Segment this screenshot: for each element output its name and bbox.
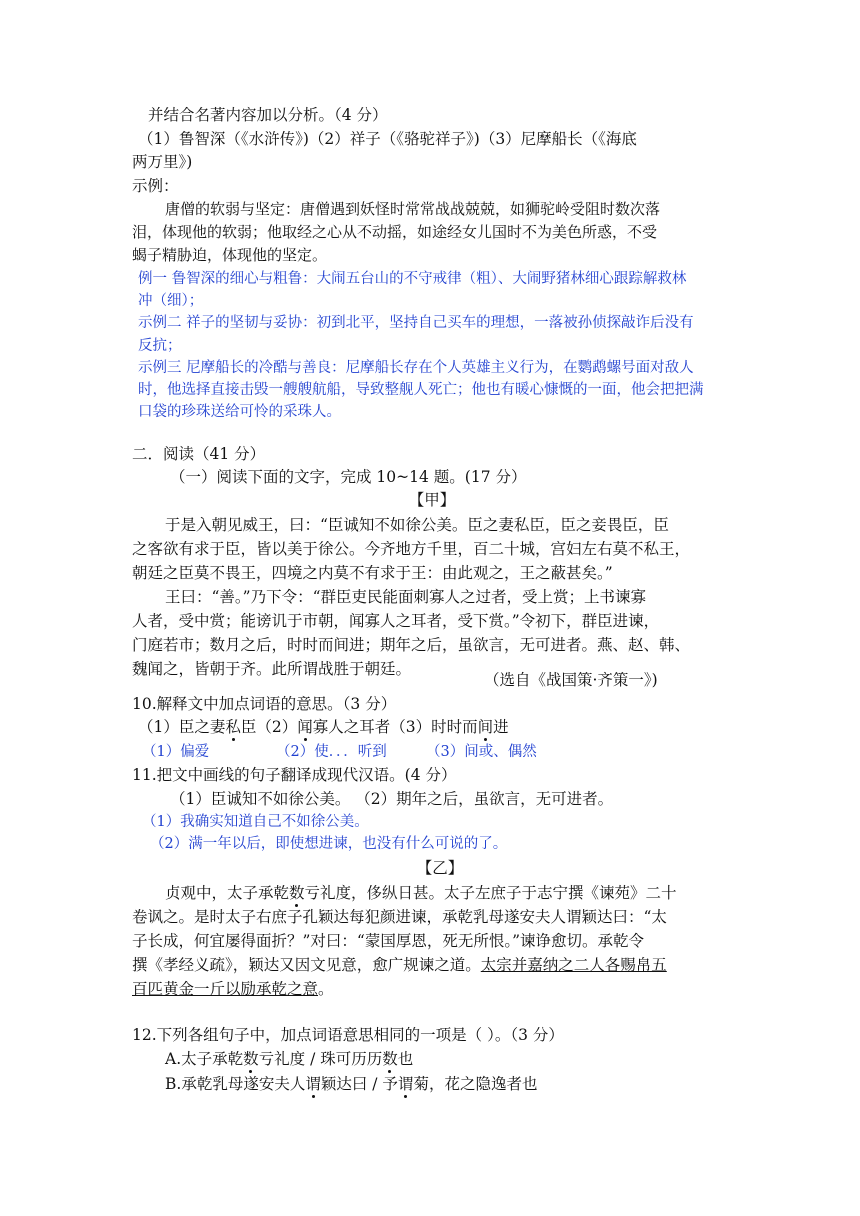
passage-jia-text: 之客欲有求于臣，皆以美于徐公。今齐地方千里，百二十城，宫妇左右莫不私王， bbox=[132, 540, 691, 558]
answer-10-3: （3）间或、偶然 bbox=[426, 744, 537, 760]
question-11: 11.把文中画线的句子翻译成现代汉语。(4 分） bbox=[132, 766, 457, 784]
passage-yi-text: 贞观中，太子承乾数亏礼度，侈纵日甚。太子左庶子于志宁撰《谏苑》二十 bbox=[165, 884, 677, 902]
example-text: 唐僧的软弱与坚定：唐僧遇到妖怪时常常战战兢兢，如狮驼岭受阻时数次落 bbox=[165, 200, 661, 218]
answer-example-2: 反抗； bbox=[138, 338, 182, 354]
passage-jia-text: 人者，受中赏；能谤讥于市朝，闻寡人之耳者，受下赏。”令初下，群臣进谏， bbox=[132, 612, 660, 630]
passage-yi-text: 百匹黄金一斤以励承乾之意。 bbox=[132, 980, 334, 998]
passage-jia-text: 王曰：“善。”乃下令：“群臣吏民能面刺寡人之过者，受上赏；上书谏寡 bbox=[165, 588, 647, 606]
passage-jia-text: 朝廷之臣莫不畏王，四境之内莫不有求于王：由此观之，王之蔽甚矣。” bbox=[132, 564, 613, 582]
answer-11-1: （1）我确实知道自己不如徐公美。 bbox=[142, 814, 369, 830]
question-12-option-a: A.太子承乾数亏礼度 / 珠可历历数也 bbox=[165, 1050, 414, 1068]
answer-example-3: 示例三 尼摩船长的冷酷与善良：尼摩船长存在个人英雄主义行为，在鹦鹉螺号面对敌人 bbox=[138, 360, 694, 376]
question-12-option-b: B.承乾乳母遂安夫人谓颖达曰 / 予谓菊，花之隐逸者也 bbox=[165, 1075, 538, 1093]
passage-title-jia: 【甲】 bbox=[408, 491, 456, 509]
answer-example-1: 例一 鲁智深的细心与粗鲁：大闹五台山的不守戒律（粗）、大闹野猪林细心跟踪解救林 bbox=[138, 271, 687, 287]
passage-jia-text: 魏闻之，皆朝于齐。此所谓战胜于朝廷。 bbox=[132, 660, 412, 678]
section-subheading: （一）阅读下面的文字，完成 10~14 题。(17 分） bbox=[170, 468, 527, 486]
question-12: 12.下列各组句子中，加点词语意思相同的一项是（ ）。（3 分） bbox=[132, 1026, 564, 1044]
answer-11-2: （2）满一年以后，即使想进谏，也没有什么可说的了。 bbox=[150, 836, 508, 852]
section-heading: 二．阅读（41 分） bbox=[132, 445, 266, 463]
passage-jia-text: 于是入朝见威王，曰：“臣诚知不如徐公美。臣之妻私臣，臣之妾畏臣，臣 bbox=[165, 516, 669, 534]
example-text: 泪，体现他的软弱；他取经之心从不动摇，如途经女儿国时不为美色所惑，不受 bbox=[132, 223, 658, 241]
passage-jia-text: 门庭若市；数月之后，时时而间进；期年之后，虽欲言，无可进者。燕、赵、韩、 bbox=[132, 636, 691, 654]
passage-yi-text: 撰《孝经义疏》，颖达又因文见意，愈广规谏之道。太宗并嘉纳之二人各赐帛五 bbox=[132, 956, 667, 974]
question-10: 10.解释文中加点词语的意思。（3 分） bbox=[132, 695, 397, 713]
question-11-items: （1）臣诚知不如徐公美。 （2）期年之后，虽欲言，无可进者。 bbox=[170, 790, 614, 808]
answer-10-1: （1）偏爱 bbox=[142, 744, 210, 760]
character-list: （1）鲁智深（《水浒传》)（2）祥子（《骆驼祥子》)（3）尼摩船长（《海底 bbox=[138, 130, 637, 148]
passage-source: （选自《战国策·齐策一》) bbox=[484, 671, 658, 689]
character-list-cont: 两万里》) bbox=[132, 153, 193, 171]
question-10-items: （1）臣之妻私臣（2）闻寡人之耳者（3）时时而间进 bbox=[138, 718, 509, 736]
example-label: 示例： bbox=[132, 177, 179, 195]
answer-example-1: 冲（细）； bbox=[138, 293, 204, 309]
answer-example-3: 口袋的珍珠送给可怜的采珠人。 bbox=[138, 404, 341, 420]
answer-10-2: （2）使．．．听到 bbox=[276, 744, 387, 760]
passage-yi-text: 卷讽之。是时太子右庶子孔颖达每犯颜进谏，承乾乳母遂安夫人谓颖达曰：“太 bbox=[132, 908, 667, 926]
question-tail: 并结合名著内容加以分析。（4 分） bbox=[148, 106, 388, 124]
passage-yi-text: 子长成，何宜屡得面折？”对曰：“蒙国厚恩，死无所恨。”谏诤愈切。承乾令 bbox=[132, 932, 645, 950]
answer-example-2: 示例二 祥子的坚韧与妥协：初到北平，坚持自己买车的理想，一落被孙侦探敲诈后没有 bbox=[138, 315, 694, 331]
example-text: 蝎子精胁迫，体现他的坚定。 bbox=[132, 246, 328, 264]
answer-example-3: 时，他选择直接击毁一艘艘航船，导致整舰人死亡；他也有暖心慷慨的一面，他会把把满 bbox=[138, 382, 704, 398]
passage-title-yi: 【乙】 bbox=[416, 859, 464, 877]
